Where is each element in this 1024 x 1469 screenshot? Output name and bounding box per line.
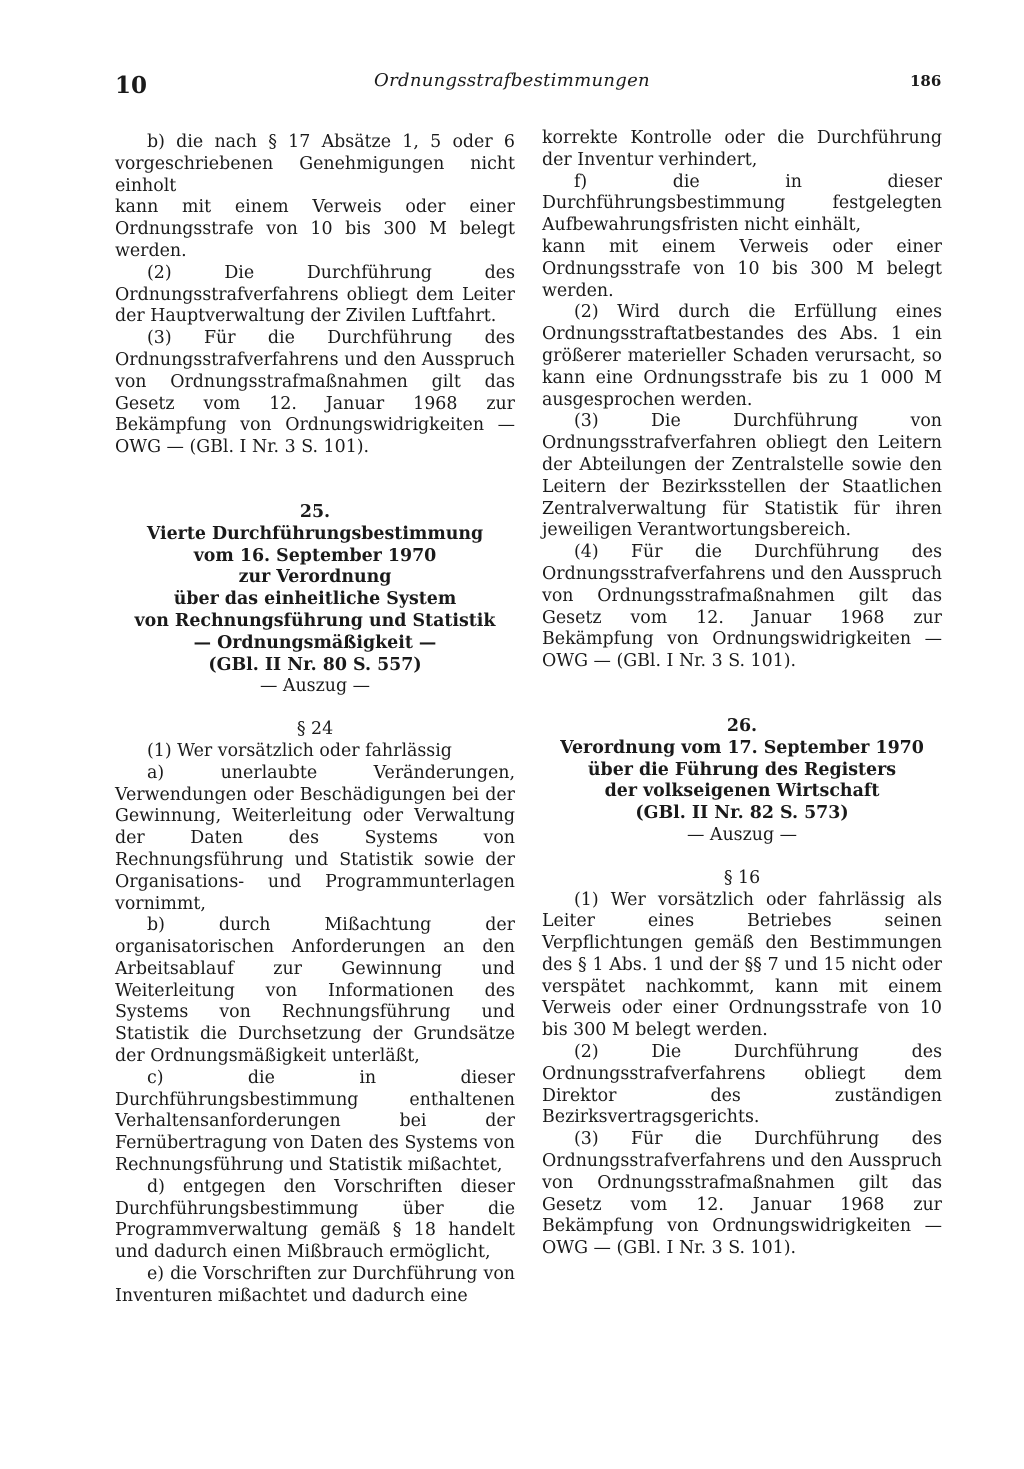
paragraph-symbol-16: § 16	[723, 867, 761, 888]
paragraph: kann mit einem Verweis oder einer Ordnungsstrafe von 10 bis 300 M belegt werden.	[115, 197, 515, 261]
section-title-line: — Ordnungsmäßigkeit —	[193, 632, 437, 653]
paragraph-symbol-24: § 24	[296, 719, 334, 740]
paragraph: b) die nach § 17 Absätze 1, 5 oder 6 vorgeschriebenen Genehmigungen nicht einholt	[115, 132, 515, 196]
right-column	[542, 128, 942, 1260]
section-title-line: Vierte Durchführungsbestimmung	[146, 523, 484, 544]
section-title-line: über die Führung des Registers	[587, 759, 897, 780]
paragraph: (3) Für die Durchführung des Ordnungsstrafverfahrens und den Ausspruch von Ordnungsstrafmaßnahmen gilt das Gesetz vom 12. Januar 1968 zur Bekämpfung von Ordnungswidrigkeiten — OWG — (GBl. I Nr. 3 S. 101).	[542, 1129, 942, 1259]
paragraph: (2) Wird durch die Erfüllung eines Ordnungsstraftatbestandes des Abs. 1 ein größerer materieller Schaden verursacht, so kann eine Ordnungsstrafe bis zu 1 000 M ausgesprochen werden.	[542, 302, 942, 410]
paragraph: (1) Wer vorsätzlich oder fahrlässig als Leiter eines Betriebes seinen Verpflichtungen gemäß den Bestimmungen des § 1 Abs. 1 und der §§ 7 und 15 nicht oder verspätet nachkommt, kann mit einem Verweis oder einer Ordnungsstrafe von 10 bis 300 M belegt werden.	[542, 889, 942, 1041]
paragraph: (3) Für die Durchführung des Ordnungsstrafverfahrens und den Ausspruch von Ordnungsstrafmaßnahmen gilt das Gesetz vom 12. Januar 1968 zur Bekämpfung von Ordnungswidrigkeiten — OWG — (GBl. I Nr. 3 S. 101).	[115, 328, 515, 458]
header-number: 10	[115, 72, 148, 99]
section-title-line: (GBl. II Nr. 80 S. 557)	[208, 654, 422, 675]
excerpt-label: — Auszug —	[259, 676, 371, 697]
paragraph: a) unerlaubte Veränderungen, Verwendungen oder Beschädigungen bei der Gewinnung, Weiterleitung oder Verwaltung der Daten des Systems von Rechnungsführung und Statistik sowie der Organisations- und Programmunterlagen vornimmt,	[115, 762, 515, 914]
section-title-line: (GBl. II Nr. 82 S. 573)	[635, 803, 849, 824]
paragraph: (2) Die Durchführung des Ordnungsstrafverfahrens obliegt dem Direktor des zuständigen Bezirksvertragsgerichts.	[542, 1042, 942, 1128]
page-number: 186	[910, 72, 942, 90]
section-title-line: zur Verordnung	[238, 567, 392, 588]
section-heading-25	[115, 502, 515, 676]
paragraph: c) die in dieser Durchführungsbestimmung enthaltenen Verhaltensanforderungen bei der Fernübertragung von Daten des Systems von Rechnungsführung und Statistik mißachtet,	[115, 1067, 515, 1176]
paragraph: f) die in dieser Durchführungsbestimmung festgelegten Aufbewahrungsfristen nicht einhält,	[542, 171, 942, 236]
section-title-line: über das einheitliche System	[173, 589, 457, 610]
section-number: 25.	[299, 501, 331, 522]
header-title: Ordnungsstrafbestimmungen	[374, 70, 650, 91]
section-heading-26	[542, 716, 942, 825]
paragraph: e) die Vorschriften zur Durchführung von Inventuren mißachtet und dadurch eine	[115, 1264, 515, 1306]
paragraph: b) durch Mißachtung der organisatorischen Anforderungen an den Arbeitsablauf zur Gewinnung und Weiterleitung von Informationen des Systems von Rechnungsführung und Statistik die Durchsetzung der Grundsätze der Ordnungsmäßigkeit unterläßt,	[115, 915, 515, 1067]
left-column	[115, 132, 515, 1308]
section-title-line: Verordnung vom 17. September 1970	[560, 737, 924, 758]
paragraph: (1) Wer vorsätzlich oder fahrlässig	[147, 740, 452, 761]
section-title-line: vom 16. September 1970	[193, 545, 437, 566]
section-title-line: von Rechnungsführung und Statistik	[134, 610, 496, 631]
section-number: 26.	[726, 715, 758, 736]
paragraph: (3) Die Durchführung von Ordnungsstrafverfahren obliegt den Leitern der Abteilungen der Zentralstelle sowie den Leitern der Bezirksstellen der Staatlichen Zentralverwaltung für Statistik für ihren jeweiligen Verantwortungsbereich.	[542, 411, 942, 541]
section-title-line: der volkseigenen Wirtschaft	[604, 781, 880, 802]
paragraph: kann mit einem Verweis oder einer Ordnungsstrafe von 10 bis 300 M belegt werden.	[542, 236, 942, 301]
excerpt-label: — Auszug —	[686, 824, 798, 845]
paragraph: (4) Für die Durchführung des Ordnungsstrafverfahrens und den Ausspruch von Ordnungsstrafmaßnahmen gilt das Gesetz vom 12. Januar 1968 zur Bekämpfung von Ordnungswidrigkeiten — OWG — (GBl. I Nr. 3 S. 101).	[542, 542, 942, 672]
paragraph: d) entgegen den Vorschriften dieser Durchführungsbestimmung über die Programmverwaltung gemäß § 18 handelt und dadurch einen Mißbrauch ermöglicht,	[115, 1176, 515, 1263]
paragraph: (2) Die Durchführung des Ordnungsstrafverfahrens obliegt dem Leiter der Hauptverwaltung der Zivilen Luftfahrt.	[115, 262, 515, 327]
paragraph: korrekte Kontrolle oder die Durchführung der Inventur verhindert,	[542, 128, 942, 170]
